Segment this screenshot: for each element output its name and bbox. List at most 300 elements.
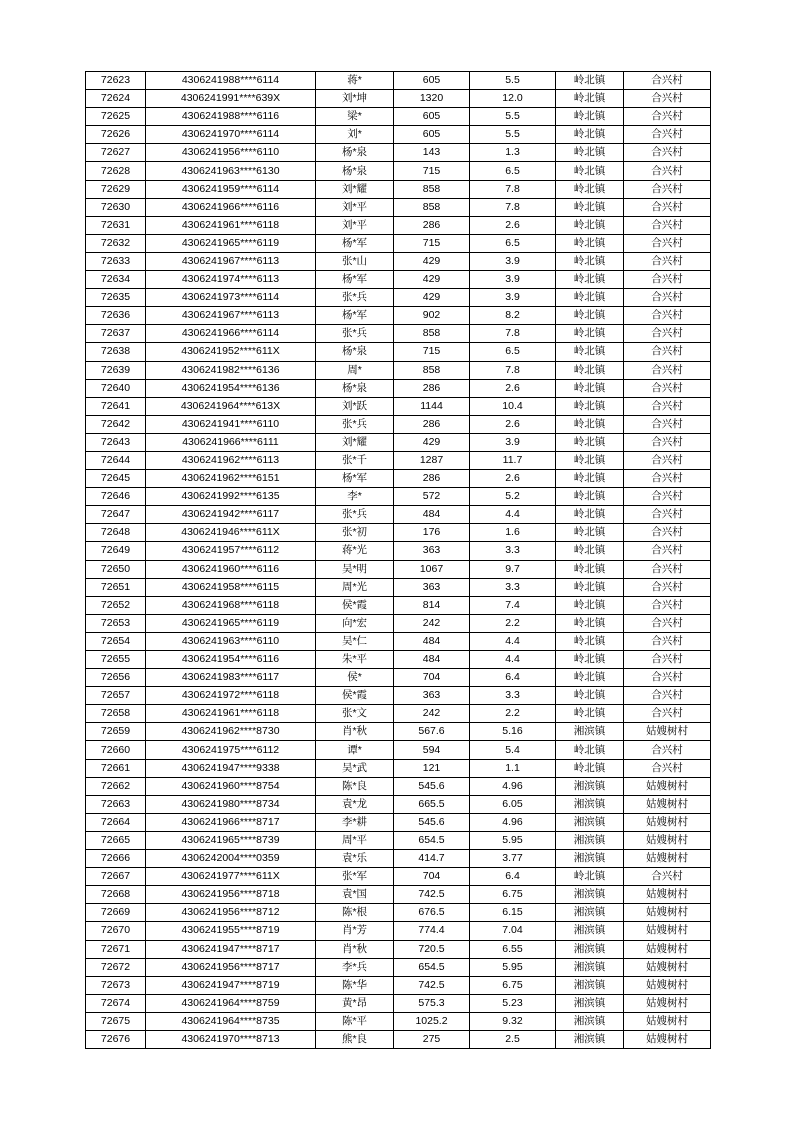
cell-name-masked: 张*千 [316,451,394,469]
cell-seq: 72669 [86,904,146,922]
cell-seq: 72644 [86,451,146,469]
table-row [86,72,711,90]
cell-village: 合兴村 [624,868,711,886]
cell-seq: 72667 [86,868,146,886]
cell-amount: 545.6 [394,813,470,831]
cell-amount: 286 [394,379,470,397]
cell-id-masked: 4306242004****0359 [146,850,316,868]
cell-town: 岭北镇 [556,397,624,415]
cell-name-masked: 侯* [316,669,394,687]
cell-name-masked: 肖*秋 [316,940,394,958]
cell-amount: 605 [394,72,470,90]
cell-town: 岭北镇 [556,759,624,777]
cell-name-masked: 陈*平 [316,1012,394,1030]
cell-village: 姑嫂树村 [624,922,711,940]
cell-rate: 3.3 [470,542,556,560]
cell-name-masked: 李*耕 [316,813,394,831]
cell-village: 姑嫂树村 [624,1030,711,1048]
cell-amount: 1025.2 [394,1012,470,1030]
cell-name-masked: 杨*泉 [316,343,394,361]
cell-seq: 72662 [86,777,146,795]
cell-village: 合兴村 [624,234,711,252]
table-row [86,307,711,325]
table-row [86,216,711,234]
cell-name-masked: 张*兵 [316,289,394,307]
cell-town: 岭北镇 [556,741,624,759]
cell-village: 合兴村 [624,415,711,433]
cell-amount: 858 [394,180,470,198]
cell-amount: 414.7 [394,850,470,868]
cell-amount: 742.5 [394,976,470,994]
cell-seq: 72627 [86,144,146,162]
table-row [86,741,711,759]
cell-seq: 72625 [86,108,146,126]
cell-rate: 3.9 [470,433,556,451]
cell-amount: 429 [394,289,470,307]
cell-seq: 72661 [86,759,146,777]
table-row [86,813,711,831]
cell-seq: 72637 [86,325,146,343]
table-row [86,632,711,650]
cell-name-masked: 吴*明 [316,560,394,578]
table-row [86,940,711,958]
cell-village: 姑嫂树村 [624,886,711,904]
cell-id-masked: 4306241966****6111 [146,433,316,451]
cell-village: 合兴村 [624,72,711,90]
table-row [86,180,711,198]
cell-town: 岭北镇 [556,343,624,361]
cell-rate: 6.75 [470,886,556,904]
table-row [86,1030,711,1048]
cell-id-masked: 4306241960****6116 [146,560,316,578]
cell-name-masked: 张*兵 [316,325,394,343]
cell-rate: 5.16 [470,723,556,741]
cell-town: 湘滨镇 [556,994,624,1012]
cell-seq: 72626 [86,126,146,144]
cell-town: 岭北镇 [556,524,624,542]
cell-village: 合兴村 [624,289,711,307]
cell-village: 姑嫂树村 [624,850,711,868]
cell-amount: 814 [394,596,470,614]
cell-name-masked: 李*兵 [316,958,394,976]
cell-village: 合兴村 [624,361,711,379]
cell-id-masked: 4306241963****6130 [146,162,316,180]
cell-seq: 72666 [86,850,146,868]
cell-town: 岭北镇 [556,162,624,180]
cell-village: 合兴村 [624,488,711,506]
cell-rate: 3.3 [470,687,556,705]
cell-town: 湘滨镇 [556,795,624,813]
table-row [86,759,711,777]
cell-seq: 72673 [86,976,146,994]
cell-name-masked: 杨*泉 [316,379,394,397]
cell-id-masked: 4306241947****8719 [146,976,316,994]
cell-amount: 902 [394,307,470,325]
cell-seq: 72657 [86,687,146,705]
cell-village: 姑嫂树村 [624,976,711,994]
cell-name-masked: 熊*良 [316,1030,394,1048]
cell-rate: 5.5 [470,126,556,144]
cell-name-masked: 张*兵 [316,506,394,524]
cell-village: 合兴村 [624,741,711,759]
cell-name-masked: 谭* [316,741,394,759]
cell-rate: 6.5 [470,234,556,252]
cell-id-masked: 4306241952****611X [146,343,316,361]
cell-rate: 6.55 [470,940,556,958]
cell-id-masked: 4306241972****6118 [146,687,316,705]
cell-town: 岭北镇 [556,470,624,488]
cell-village: 合兴村 [624,216,711,234]
cell-seq: 72672 [86,958,146,976]
cell-town: 湘滨镇 [556,831,624,849]
cell-name-masked: 袁*国 [316,886,394,904]
cell-town: 岭北镇 [556,651,624,669]
cell-village: 姑嫂树村 [624,777,711,795]
table-row [86,361,711,379]
cell-seq: 72641 [86,397,146,415]
cell-name-masked: 刘*跃 [316,397,394,415]
cell-village: 合兴村 [624,325,711,343]
cell-town: 岭北镇 [556,307,624,325]
cell-name-masked: 陈*良 [316,777,394,795]
table-row [86,397,711,415]
cell-amount: 1067 [394,560,470,578]
cell-rate: 2.6 [470,415,556,433]
cell-village: 合兴村 [624,162,711,180]
table-row [86,470,711,488]
cell-village: 合兴村 [624,651,711,669]
cell-rate: 2.5 [470,1030,556,1048]
cell-village: 合兴村 [624,705,711,723]
cell-village: 合兴村 [624,632,711,650]
cell-id-masked: 4306241964****8735 [146,1012,316,1030]
cell-id-masked: 4306241965****6119 [146,614,316,632]
table-row [86,831,711,849]
cell-id-masked: 4306241947****8717 [146,940,316,958]
table-row [86,379,711,397]
cell-town: 岭北镇 [556,488,624,506]
cell-rate: 4.4 [470,506,556,524]
cell-seq: 72648 [86,524,146,542]
cell-village: 合兴村 [624,451,711,469]
cell-town: 岭北镇 [556,560,624,578]
cell-name-masked: 刘*耀 [316,180,394,198]
cell-village: 合兴村 [624,307,711,325]
cell-name-masked: 李* [316,488,394,506]
cell-id-masked: 4306241962****6113 [146,451,316,469]
cell-id-masked: 4306241961****6118 [146,216,316,234]
cell-amount: 605 [394,126,470,144]
cell-village: 合兴村 [624,397,711,415]
cell-rate: 6.4 [470,669,556,687]
cell-rate: 6.15 [470,904,556,922]
cell-amount: 484 [394,632,470,650]
cell-name-masked: 杨*军 [316,234,394,252]
cell-seq: 72645 [86,470,146,488]
cell-rate: 3.9 [470,271,556,289]
cell-seq: 72664 [86,813,146,831]
cell-village: 合兴村 [624,379,711,397]
cell-amount: 429 [394,433,470,451]
cell-rate: 12.0 [470,90,556,108]
cell-seq: 72674 [86,994,146,1012]
cell-village: 合兴村 [624,144,711,162]
cell-name-masked: 陈*华 [316,976,394,994]
cell-seq: 72668 [86,886,146,904]
cell-village: 合兴村 [624,596,711,614]
cell-name-masked: 刘*平 [316,198,394,216]
cell-village: 合兴村 [624,614,711,632]
cell-amount: 143 [394,144,470,162]
cell-seq: 72624 [86,90,146,108]
cell-rate: 2.2 [470,705,556,723]
cell-amount: 715 [394,234,470,252]
cell-village: 姑嫂树村 [624,904,711,922]
cell-rate: 1.6 [470,524,556,542]
cell-name-masked: 刘*耀 [316,433,394,451]
cell-seq: 72671 [86,940,146,958]
cell-rate: 4.96 [470,777,556,795]
cell-village: 合兴村 [624,759,711,777]
cell-town: 湘滨镇 [556,777,624,795]
table-row [86,669,711,687]
table-row [86,886,711,904]
cell-village: 合兴村 [624,470,711,488]
table-row [86,1012,711,1030]
cell-rate: 5.5 [470,72,556,90]
cell-village: 合兴村 [624,198,711,216]
cell-seq: 72643 [86,433,146,451]
cell-seq: 72658 [86,705,146,723]
cell-village: 姑嫂树村 [624,940,711,958]
cell-amount: 676.5 [394,904,470,922]
cell-amount: 715 [394,162,470,180]
cell-seq: 72634 [86,271,146,289]
cell-rate: 4.4 [470,651,556,669]
cell-village: 合兴村 [624,90,711,108]
cell-village: 合兴村 [624,126,711,144]
cell-name-masked: 周*平 [316,831,394,849]
cell-amount: 858 [394,361,470,379]
cell-seq: 72646 [86,488,146,506]
cell-seq: 72653 [86,614,146,632]
cell-rate: 6.5 [470,343,556,361]
cell-rate: 2.6 [470,379,556,397]
cell-seq: 72660 [86,741,146,759]
cell-name-masked: 肖*芳 [316,922,394,940]
cell-id-masked: 4306241954****6136 [146,379,316,397]
cell-id-masked: 4306241941****6110 [146,415,316,433]
cell-id-masked: 4306241947****9338 [146,759,316,777]
cell-seq: 72636 [86,307,146,325]
cell-amount: 715 [394,343,470,361]
cell-id-masked: 4306241970****6114 [146,126,316,144]
cell-town: 湘滨镇 [556,813,624,831]
cell-rate: 3.77 [470,850,556,868]
cell-town: 岭北镇 [556,252,624,270]
cell-id-masked: 4306241959****6114 [146,180,316,198]
cell-rate: 7.8 [470,198,556,216]
cell-name-masked: 蒋* [316,72,394,90]
cell-id-masked: 4306241965****8739 [146,831,316,849]
cell-town: 湘滨镇 [556,976,624,994]
cell-id-masked: 4306241960****8754 [146,777,316,795]
cell-amount: 1144 [394,397,470,415]
cell-seq: 72670 [86,922,146,940]
cell-seq: 72635 [86,289,146,307]
cell-village: 合兴村 [624,433,711,451]
cell-id-masked: 4306241956****8718 [146,886,316,904]
table-row [86,524,711,542]
cell-village: 姑嫂树村 [624,723,711,741]
cell-village: 合兴村 [624,343,711,361]
cell-amount: 575.3 [394,994,470,1012]
cell-seq: 72629 [86,180,146,198]
cell-rate: 5.4 [470,741,556,759]
cell-amount: 567.6 [394,723,470,741]
cell-town: 岭北镇 [556,578,624,596]
cell-id-masked: 4306241954****6116 [146,651,316,669]
cell-seq: 72654 [86,632,146,650]
cell-town: 湘滨镇 [556,958,624,976]
cell-amount: 545.6 [394,777,470,795]
cell-amount: 484 [394,651,470,669]
cell-rate: 7.8 [470,180,556,198]
cell-rate: 5.5 [470,108,556,126]
cell-id-masked: 4306241977****611X [146,868,316,886]
cell-town: 岭北镇 [556,687,624,705]
cell-amount: 286 [394,470,470,488]
cell-amount: 121 [394,759,470,777]
cell-id-masked: 4306241966****8717 [146,813,316,831]
cell-amount: 742.5 [394,886,470,904]
cell-id-masked: 4306241966****6114 [146,325,316,343]
cell-rate: 7.8 [470,361,556,379]
cell-town: 岭北镇 [556,144,624,162]
cell-seq: 72647 [86,506,146,524]
cell-amount: 720.5 [394,940,470,958]
cell-seq: 72659 [86,723,146,741]
table-row [86,108,711,126]
cell-amount: 363 [394,542,470,560]
cell-amount: 605 [394,108,470,126]
cell-seq: 72633 [86,252,146,270]
cell-rate: 4.4 [470,632,556,650]
cell-seq: 72632 [86,234,146,252]
cell-rate: 5.23 [470,994,556,1012]
cell-village: 合兴村 [624,542,711,560]
cell-id-masked: 4306241966****6116 [146,198,316,216]
cell-name-masked: 袁*龙 [316,795,394,813]
cell-rate: 9.7 [470,560,556,578]
cell-rate: 6.05 [470,795,556,813]
cell-rate: 7.8 [470,325,556,343]
table-row [86,614,711,632]
cell-town: 岭北镇 [556,506,624,524]
cell-town: 湘滨镇 [556,904,624,922]
cell-rate: 1.1 [470,759,556,777]
cell-id-masked: 4306241980****8734 [146,795,316,813]
cell-id-masked: 4306241962****6151 [146,470,316,488]
cell-amount: 363 [394,687,470,705]
table-row [86,994,711,1012]
table-row [86,144,711,162]
table-row [86,325,711,343]
cell-id-masked: 4306241964****8759 [146,994,316,1012]
cell-rate: 4.96 [470,813,556,831]
cell-rate: 8.2 [470,307,556,325]
cell-name-masked: 杨*军 [316,271,394,289]
cell-town: 岭北镇 [556,379,624,397]
cell-name-masked: 张*文 [316,705,394,723]
cell-town: 岭北镇 [556,361,624,379]
table-row [86,578,711,596]
cell-village: 合兴村 [624,687,711,705]
cell-id-masked: 4306241992****6135 [146,488,316,506]
cell-town: 岭北镇 [556,632,624,650]
cell-amount: 704 [394,868,470,886]
cell-town: 岭北镇 [556,234,624,252]
table-row [86,271,711,289]
cell-village: 姑嫂树村 [624,813,711,831]
cell-town: 湘滨镇 [556,940,624,958]
cell-amount: 665.5 [394,795,470,813]
cell-id-masked: 4306241973****6114 [146,289,316,307]
cell-id-masked: 4306241965****6119 [146,234,316,252]
cell-village: 合兴村 [624,252,711,270]
cell-id-masked: 4306241988****6116 [146,108,316,126]
cell-town: 岭北镇 [556,289,624,307]
cell-town: 岭北镇 [556,542,624,560]
cell-rate: 5.95 [470,958,556,976]
cell-name-masked: 袁*乐 [316,850,394,868]
table-row [86,234,711,252]
cell-id-masked: 4306241970****8713 [146,1030,316,1048]
cell-town: 岭北镇 [556,325,624,343]
cell-village: 姑嫂树村 [624,831,711,849]
cell-seq: 72639 [86,361,146,379]
cell-seq: 72628 [86,162,146,180]
cell-name-masked: 黄*昂 [316,994,394,1012]
cell-name-masked: 朱*平 [316,651,394,669]
cell-id-masked: 4306241963****6110 [146,632,316,650]
cell-rate: 6.5 [470,162,556,180]
table-row [86,560,711,578]
cell-rate: 7.04 [470,922,556,940]
cell-id-masked: 4306241991****639X [146,90,316,108]
cell-id-masked: 4306241942****6117 [146,506,316,524]
cell-id-masked: 4306241975****6112 [146,741,316,759]
cell-town: 湘滨镇 [556,1012,624,1030]
table-row [86,723,711,741]
cell-village: 合兴村 [624,180,711,198]
cell-rate: 3.9 [470,289,556,307]
table-row [86,687,711,705]
cell-village: 姑嫂树村 [624,994,711,1012]
cell-rate: 5.95 [470,831,556,849]
table-row [86,433,711,451]
cell-amount: 429 [394,252,470,270]
cell-seq: 72675 [86,1012,146,1030]
cell-seq: 72652 [86,596,146,614]
cell-town: 湘滨镇 [556,886,624,904]
cell-town: 岭北镇 [556,180,624,198]
cell-amount: 286 [394,216,470,234]
table-row [86,506,711,524]
cell-amount: 594 [394,741,470,759]
cell-name-masked: 向*宏 [316,614,394,632]
cell-town: 岭北镇 [556,868,624,886]
